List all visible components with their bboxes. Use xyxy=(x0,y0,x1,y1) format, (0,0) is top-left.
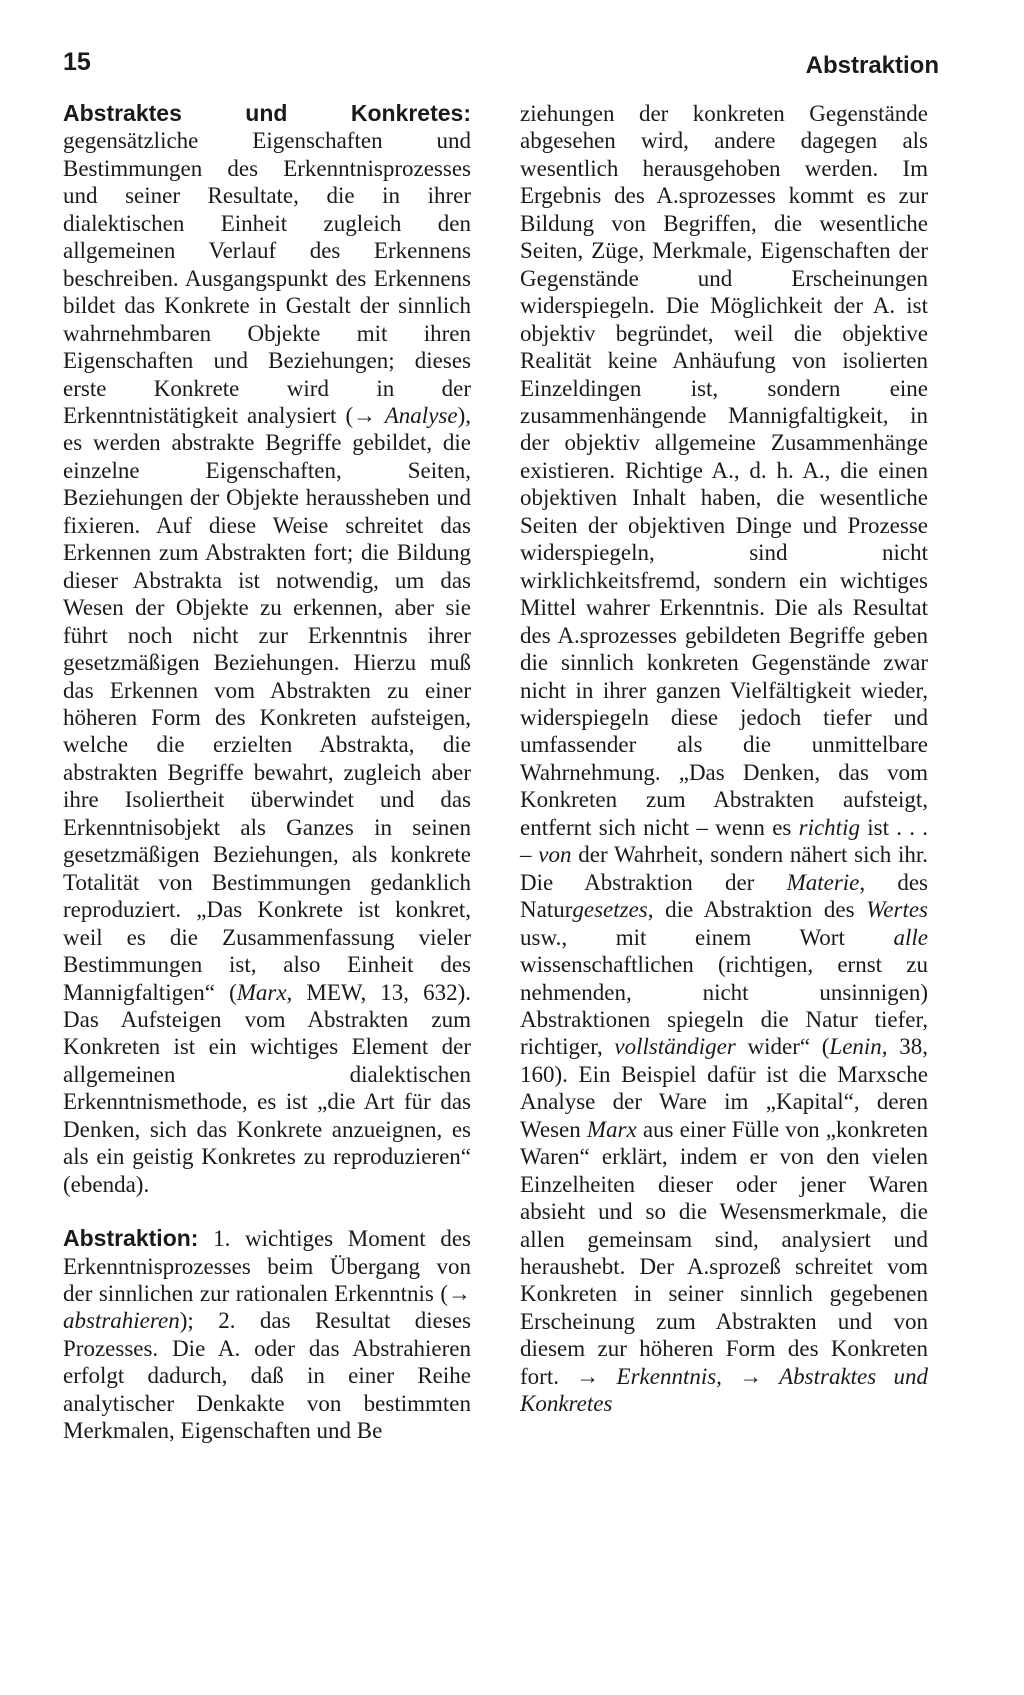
arrow-icon: → xyxy=(739,1363,763,1389)
left-column xyxy=(63,100,471,1445)
running-head: Abstraktion xyxy=(805,52,939,79)
entry-text: ), es werden abstrakte Begriffe gebildet, die einzelne Eigenschaften, Seiten, Beziehungen der Objekte heraussheben und fixieren. Auf diese Weise schreitet das Erkennen zum Abstrakten fort; die Bildung dieser Abstrakta ist notwendig, um das Wesen der Objekte zu erkennen, aber sie führt noch nicht zur Erkenntnis ihrer gesetzmäßigen Beziehungen. Hierzu muß das Erkennen vom Abstrakten zu einer höheren Form des Konkreten aufsteigen, welche die erzielten Abstrakta, die abstrakten Begriffe bewahrt, zugleich aber ihre Isoliertheit überwindet und das Erkenntnisobjekt als Ganzes in seinen gesetzmäßigen Beziehungen, als konkrete Totalität von Bestimmungen gedanklich reproduziert. „Das Konkrete ist konkret, weil es die Zusammenfassung vieler Bestimmungen ist, also Einheit des Mannigfaltigen“ ( xyxy=(63,402,471,1005)
emphasis-text: alle xyxy=(893,924,928,950)
lemma-abstraktion: Abstraktion: xyxy=(63,1225,199,1252)
entry-text xyxy=(722,1364,739,1389)
entry-text: MEW, 13, 632). Das Aufsteigen vom Abstrakten zum Konkreten ist ein wichtiges Element der allgemeinen dialektischen Erkenntnismethode, es ist „die Art für das Denken, sich das Konkrete anzueignen, es als ein geistig Konkretes zu reproduzieren“ (ebenda). xyxy=(63,979,471,1197)
arrow-icon: → xyxy=(448,1281,471,1307)
emphasis-text: richtig xyxy=(798,814,860,840)
emphasis-text: Lenin, xyxy=(829,1034,888,1060)
arrow-icon: → xyxy=(576,1363,600,1389)
entry-text: ); 2. das Resultat dieses Prozesses. Die A. oder das Abstrahieren erfolgt dadurch, daß in einer Reihe analytischer Denkakte von bestimmten Merkmalen, Eigenschaften und Be xyxy=(63,1308,471,1444)
emphasis-text: Marx xyxy=(586,1116,637,1142)
entry-text: wissenschaftlichen (richtigen, ernst zu nehmenden, nicht unsinnigen) Abstraktionen spiegeln die Natur tiefer, richtiger, xyxy=(520,952,928,1060)
entry-text: wider“ ( xyxy=(735,1034,830,1060)
entry-abstraktion-continued xyxy=(520,100,928,1418)
emphasis-text: Wertes xyxy=(866,897,928,923)
emphasis-text: von xyxy=(538,842,572,868)
entry-abstraktes-und-konkretes xyxy=(63,100,471,1198)
cross-reference-link[interactable]: Abstraktes und Konkretes xyxy=(520,1363,928,1417)
cross-reference-link[interactable]: Erkenntnis, xyxy=(599,1363,722,1389)
entry-text: aus einer Fülle von „konkreten Waren“ erklärt, indem er von den vielen Einzelheiten dieser oder jener Waren absieht und so die Wesensmerkmale, die allen gemeinsam sind, analysiert und heraushebt. Der A.sprozeß schreitet vom Konkreten in seiner sinnlich gegebenen Erscheinung zum Abstrakten und von diesem zur höheren Form des Konkreten fort. xyxy=(520,1116,928,1389)
entry-text: ist . . . – xyxy=(520,814,929,868)
entry-separator xyxy=(63,1198,471,1225)
entry-text: , die Abstraktion des xyxy=(647,897,867,923)
entry-text: 38, 160). Ein Beispiel dafür ist die Marxsche Analyse der Ware im „Kapital“, deren Wesen xyxy=(520,1034,928,1142)
emphasis-text: gesetzes xyxy=(572,897,648,923)
right-column xyxy=(520,100,928,1418)
cross-reference-link[interactable]: Analyse xyxy=(376,402,458,428)
entry-text: , des Natur xyxy=(520,869,928,923)
page-number: 15 xyxy=(63,48,91,76)
cross-reference-link[interactable]: abstrahieren xyxy=(63,1308,180,1334)
lemma-abstraktes-und-konkretes: Abstraktes und Konkretes: xyxy=(63,100,471,126)
entry-text: 1. wichtiges Moment des Erkenntnisprozesses beim Übergang von der sinnlichen zur rationalen Erkenntnis ( xyxy=(63,1226,471,1307)
entry-text: der Wahrheit, sondern nähert sich ihr. Die Abstraktion der xyxy=(520,842,929,895)
entry-text: gegensätzliche Eigenschaften und Bestimmungen des Erkenntnisprozesses und seiner Resultate, die in ihrer dialektischen Einheit zugleich den allgemeinen Verlauf des Erkennens beschreiben. Ausgangspunkt des Erkennens bildet das Konkrete in Gestalt der sinnlich wahrnehmbaren Objekte mit ihren Eigenschaften und Beziehungen; dieses erste Konkrete wird in der Erkenntnistätigkeit analysiert ( xyxy=(63,128,471,428)
arrow-icon: → xyxy=(353,402,377,428)
emphasis-text: vollständiger xyxy=(614,1034,736,1060)
emphasis-text: Materie xyxy=(786,869,860,895)
entry-abstraktion xyxy=(63,1225,471,1445)
entry-text: ziehungen der konkreten Gegenstände abgesehen wird, andere dagegen als wesentlich herausgehoben werden. Im Ergebnis des A.sprozesses kommt es zur Bildung von Begriffen, die wesentliche Seiten, Züge, Merkmale, Eigenschaften der Gegenstände und Erscheinungen widerspiegeln. Die Möglichkeit der A. ist objektiv begründet, weil die objektive Realität keine Anhäufung von isolierten Einzeldingen ist, sondern eine zusammenhängende Mannigfaltigkeit, in der objektiv allgemeine Zusammenhänge existieren. Richtige A., d. h. A., die einen objektiven Inhalt haben, die wesentliche Seiten der objektiven Dinge und Prozesse widerspiegeln, sind nicht wirklichkeitsfremd, sondern ein wichtiges Mittel wahrer Erkenntnis. Die als Resultat des A.sprozesses gebildeten Begriffe geben die sinnlich konkreten Gegenstände zwar nicht in ihrer ganzen Vielfältigkeit wieder, widerspiegeln diese jedoch tiefer und umfassender als die unmittelbare Wahrnehmung. „Das Denken, das vom Konkreten zum Abstrakten aufsteigt, entfernt sich nicht – wenn es xyxy=(520,101,928,840)
entry-text: usw., mit einem Wort xyxy=(520,924,894,950)
citation-author: Marx, xyxy=(236,979,293,1005)
